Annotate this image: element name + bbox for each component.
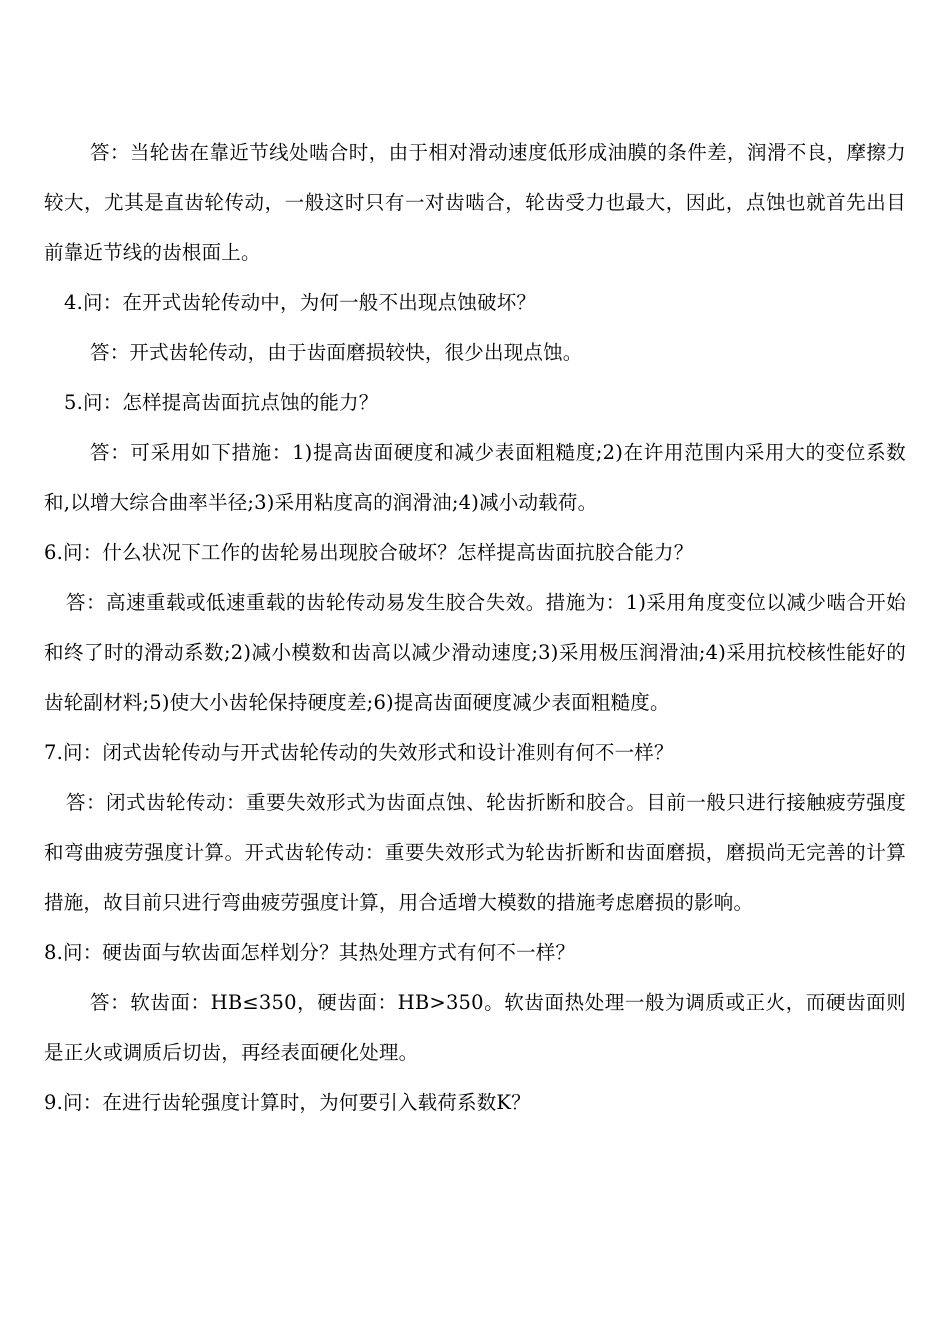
document-body [44, 128, 906, 1128]
question-8: 8.问：硬齿面与软齿面怎样划分？其热处理方式有何不一样？ [44, 941, 576, 964]
question-6: 6.问：什么状况下工作的齿轮易出现胶合破坏？怎样提高齿面抗胶合能力？ [44, 541, 694, 564]
answer-6: 答：高速重载或低速重载的齿轮传动易发生胶合失效。措施为：1)采用角度变位以减少啮合开始和终了时的滑动系数;2)减小模数和齿高以减少滑动速度;3)采用极压润滑油;4)采用抗校核性能好的齿轮副材料;5)使大小齿轮保持硬度差;6)提高齿面硬度减少表面粗糙度。 [44, 591, 906, 714]
question-7: 7.问：闭式齿轮传动与开式齿轮传动的失效形式和设计准则有何不一样？ [44, 741, 674, 764]
answer-7: 答：闭式齿轮传动：重要失效形式为齿面点蚀、轮齿折断和胶合。目前一般只进行接触疲劳强度和弯曲疲劳强度计算。开式齿轮传动：重要失效形式为轮齿折断和齿面磨损，磨损尚无完善的计算措施，故目前只进行弯曲疲劳强度计算，用合适增大模数的措施考虑磨损的影响。 [44, 791, 906, 914]
answer-paragraph-3: 答：当轮齿在靠近节线处啮合时，由于相对滑动速度低形成油膜的条件差，润滑不良，摩擦力较大，尤其是直齿轮传动，一般这时只有一对齿啮合，轮齿受力也最大，因此，点蚀也就首先出目前靠近节线的齿根面上。 [44, 141, 906, 264]
question-5: 5.问：怎样提高齿面抗点蚀的能力？ [64, 391, 379, 414]
answer-8: 答：软齿面：HB≤350，硬齿面：HB>350。软齿面热处理一般为调质或正火，而硬齿面则是正火或调质后切齿，再经表面硬化处理。 [44, 991, 906, 1064]
answer-4: 答：开式齿轮传动，由于齿面磨损较快，很少出现点蚀。 [90, 341, 583, 364]
answer-5: 答：可采用如下措施：1)提高齿面硬度和减少表面粗糙度;2)在许用范围内采用大的变位系数和,以增大综合曲率半径;3)采用粘度高的润滑油;4)减小动载荷。 [44, 441, 906, 514]
question-9: 9.问：在进行齿轮强度计算时，为何要引入载荷系数K？ [44, 1091, 531, 1114]
question-4: 4.问：在开式齿轮传动中，为何一般不出现点蚀破坏？ [64, 291, 537, 314]
